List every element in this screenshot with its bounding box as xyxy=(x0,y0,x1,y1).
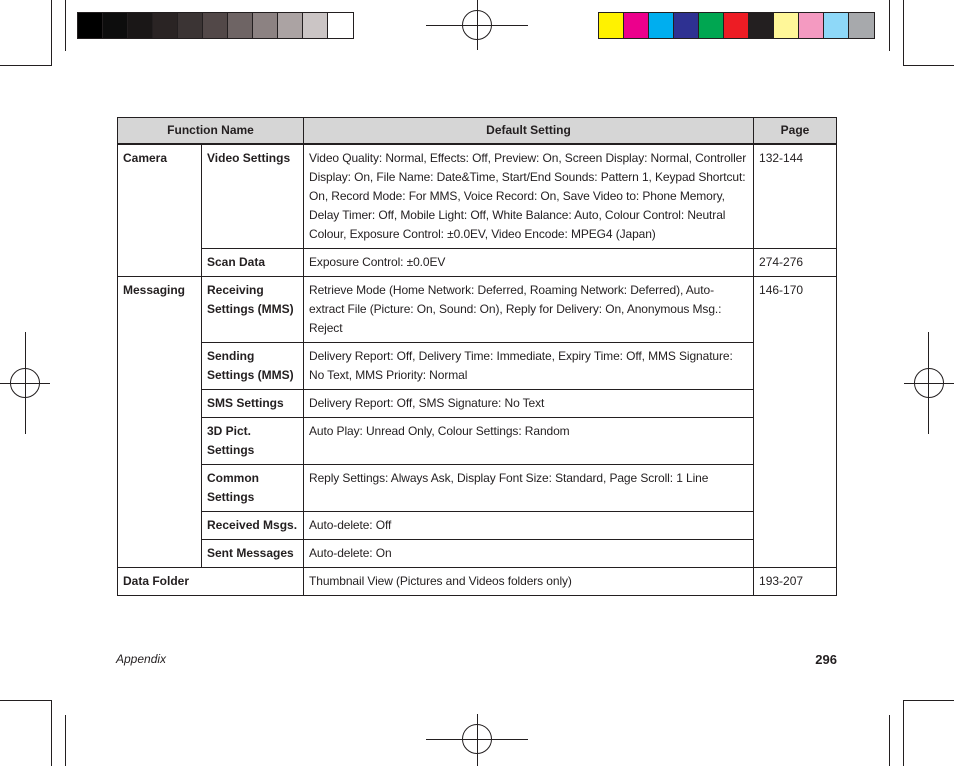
color-swatch xyxy=(674,13,699,38)
color-swatch xyxy=(849,13,874,38)
table-row xyxy=(118,343,837,390)
subfunction-sent-messages: Sent Messages xyxy=(202,540,304,568)
setting-common-settings: Reply Settings: Always Ask, Display Font Size: Standard, Page Scroll: 1 Line xyxy=(304,465,754,512)
subfunction-receiving-settings: Receiving Settings (MMS) xyxy=(202,277,304,343)
color-swatch xyxy=(624,13,649,38)
table-row xyxy=(118,540,837,568)
color-swatch xyxy=(774,13,799,38)
subfunction-sms-settings: SMS Settings xyxy=(202,390,304,418)
setting-receiving-settings: Retrieve Mode (Home Network: Deferred, Roaming Network: Deferred), Auto-extract File (Picture: On, Sound: On), Reply for Delivery: On, Anonymous Msg.: Reject xyxy=(304,277,754,343)
color-swatch xyxy=(649,13,674,38)
gray-swatch xyxy=(253,13,278,38)
gray-swatch xyxy=(203,13,228,38)
color-swatch xyxy=(799,13,824,38)
subfunction-received-msgs: Received Msgs. xyxy=(202,512,304,540)
table-row xyxy=(118,144,837,249)
footer-page-number: 296 xyxy=(815,652,837,667)
gray-swatch xyxy=(328,13,353,38)
color-swatch xyxy=(599,13,624,38)
table-row xyxy=(118,568,837,596)
header-function-name: Function Name xyxy=(118,118,304,145)
table-row xyxy=(118,249,837,277)
gray-swatch xyxy=(178,13,203,38)
gray-swatch xyxy=(153,13,178,38)
setting-scan-data: Exposure Control: ±0.0EV xyxy=(304,249,754,277)
setting-video-settings: Video Quality: Normal, Effects: Off, Preview: On, Screen Display: Normal, Controller Display: On, File Name: Date&Time, Start/End Sounds: Pattern 1, Keypad Shortcut: On, Record Mode: For MMS, Voice Record: On, Save Video to: Phone Memory, Delay Timer: Off, Mobile Light: Off, White Balance: Auto, Colour Control: Neutral Colour, Exposure Control: ±0.0EV, Video Encode: MPEG4 (Japan) xyxy=(304,144,754,249)
page-data-folder: 193-207 xyxy=(754,568,837,596)
table-row xyxy=(118,390,837,418)
gray-swatch xyxy=(128,13,153,38)
gray-swatch xyxy=(278,13,303,38)
color-swatch xyxy=(724,13,749,38)
subfunction-sending-settings: Sending Settings (MMS) xyxy=(202,343,304,390)
process-color-bar xyxy=(598,12,875,39)
function-camera: Camera xyxy=(118,144,202,277)
setting-sent-messages: Auto-delete: On xyxy=(304,540,754,568)
table-row xyxy=(118,465,837,512)
color-swatch xyxy=(824,13,849,38)
page-messaging: 146-170 xyxy=(754,277,837,568)
gray-swatch xyxy=(228,13,253,38)
subfunction-scan-data: Scan Data xyxy=(202,249,304,277)
subfunction-3d-pict-settings: 3D Pict. Settings xyxy=(202,418,304,465)
footer-section-name: Appendix xyxy=(116,652,167,666)
gray-swatch xyxy=(303,13,328,38)
setting-sms-settings: Delivery Report: Off, SMS Signature: No Text xyxy=(304,390,754,418)
color-swatch xyxy=(749,13,774,38)
setting-data-folder: Thumbnail View (Pictures and Videos folders only) xyxy=(304,568,754,596)
function-messaging: Messaging xyxy=(118,277,202,568)
subfunction-common-settings: Common Settings xyxy=(202,465,304,512)
default-settings-table xyxy=(117,117,837,596)
color-swatch xyxy=(699,13,724,38)
header-default-setting: Default Setting xyxy=(304,118,754,145)
table-row xyxy=(118,418,837,465)
table-header-row xyxy=(118,118,837,145)
function-data-folder: Data Folder xyxy=(118,568,304,596)
table-row xyxy=(118,277,837,343)
grayscale-color-bar xyxy=(77,12,354,39)
page-scan-data: 274-276 xyxy=(754,249,837,277)
setting-3d-pict-settings: Auto Play: Unread Only, Colour Settings: Random xyxy=(304,418,754,465)
setting-sending-settings: Delivery Report: Off, Delivery Time: Immediate, Expiry Time: Off, MMS Signature: No Text, MMS Priority: Normal xyxy=(304,343,754,390)
header-page: Page xyxy=(754,118,837,145)
setting-received-msgs: Auto-delete: Off xyxy=(304,512,754,540)
page-video-settings: 132-144 xyxy=(754,144,837,249)
gray-swatch xyxy=(103,13,128,38)
table-row xyxy=(118,512,837,540)
subfunction-video-settings: Video Settings xyxy=(202,144,304,249)
gray-swatch xyxy=(78,13,103,38)
